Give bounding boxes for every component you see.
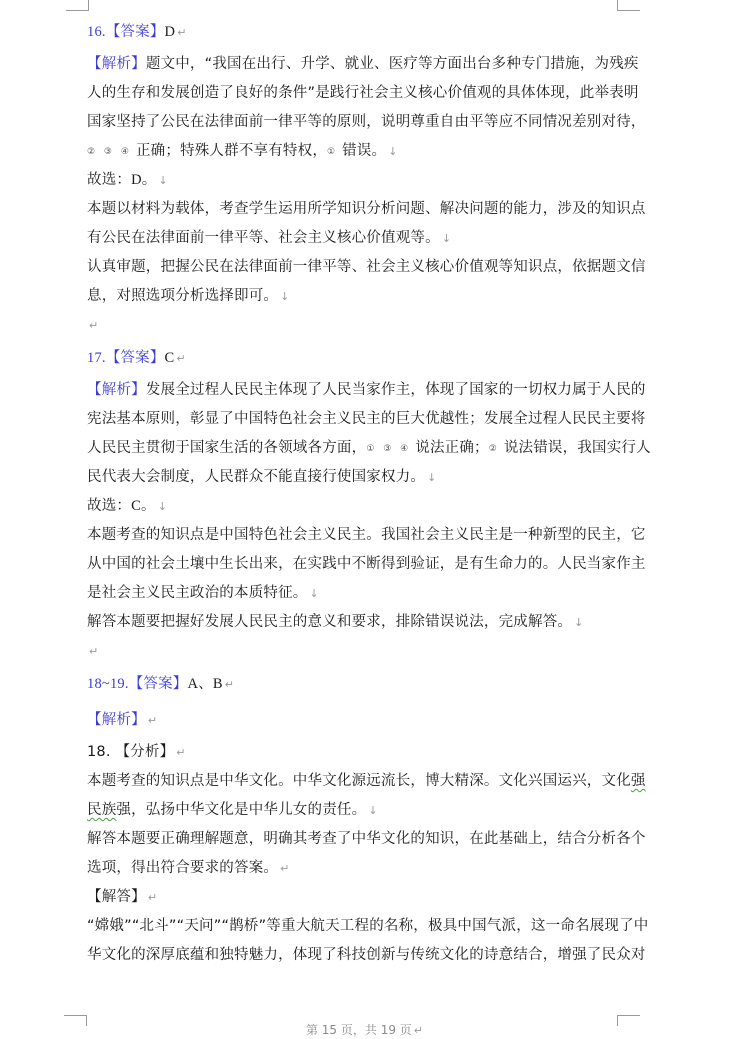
line-break-mark: ↓ (157, 500, 168, 513)
text: 故选： (87, 498, 132, 514)
analysis-tag: 【解析】 (87, 382, 146, 398)
text: 选项，得出符合要求的答案。 (87, 860, 279, 876)
q18-solution-line-1 (87, 912, 649, 941)
text: 解答本题要把握好发展人民民主的意义和要求，排除错误说法，完成解答。 (87, 614, 573, 630)
text: 说法正确； (415, 440, 489, 456)
choice-value: D (131, 172, 142, 188)
paragraph-mark: ↵ (176, 352, 186, 365)
text: 本题考查的知识点是中国特色社会主义民主。我国社会主义民主是一种新型的民主，它 (87, 527, 646, 543)
q16-summary-line-1 (87, 195, 646, 224)
q17-summary-line-4 (87, 608, 617, 637)
sub-heading: 18. 【分析】 (87, 744, 175, 760)
text: 国家坚持了公民在法律面前一律平等的原则，说明尊重自由平等应不同情况差别对待， (87, 114, 646, 130)
q17-summary-line-3 (87, 579, 617, 608)
solution-tag: 【解答】 (87, 889, 146, 905)
line-break-mark: ↓ (158, 174, 168, 187)
q18-solution-heading (87, 883, 617, 912)
line-break-mark: ↓ (427, 471, 437, 484)
q18-analysis-heading (87, 738, 617, 767)
paragraph-mark: ↵ (413, 1024, 424, 1037)
empty-paragraph (87, 637, 617, 666)
analysis-tag: 【解析】 (87, 712, 146, 728)
empty-paragraph (87, 311, 617, 340)
text: 从中国的社会土壤中生长出来，在实践中不断得到验证，是有生命力的。人民当家作主 (87, 556, 646, 572)
text: 发展全过程人民民主体现了人民当家作主，体现了国家的一切权力属于人民的 (145, 382, 646, 398)
q18-analysis-line-4 (87, 854, 617, 883)
text: 华文化的深厚底蕴和独特魅力，体现了科技创新与传统文化的诗意结合，增强了民众对 (87, 947, 646, 963)
q16-choice-line (87, 166, 617, 195)
line-break-mark: ↓ (368, 804, 378, 817)
answer-value: C (164, 350, 175, 366)
text: 人的生存和发展创造了良好的条件”是践行社会主义核心价值观的具体体现，此举表明 (87, 85, 639, 101)
circled-numbers: ① ③ ④ (366, 444, 412, 454)
text: 息，对照选项分析选择即可。 (87, 288, 279, 304)
q17-summary-line-2 (87, 550, 646, 579)
text: 故选： (87, 172, 132, 188)
question-number: 17. (87, 350, 106, 366)
q17-analysis-line-2 (87, 405, 646, 434)
answer-tag: 【答案】 (105, 24, 165, 40)
page-number: 第 15 页，共 19 页 (305, 1023, 412, 1037)
paragraph-mark: ↵ (280, 862, 290, 875)
paragraph-mark: ↵ (224, 678, 235, 691)
circled-numbers: ② (488, 444, 500, 454)
text: 本题考查的知识点是中华文化。中华文化源远流长，博大精深。文化兴国运兴，文化 (87, 773, 631, 789)
text: 错误。 (342, 143, 387, 159)
crop-mark-top-left (66, 0, 89, 11)
q17-summary-line-1 (87, 521, 646, 550)
text: 宪法基本原则，彰显了中国特色社会主义民主的巨大优越性；发展全过程人民民主要将 (87, 411, 646, 427)
q18-analysis-line-3 (87, 825, 646, 854)
answer-value: A、B (187, 676, 223, 692)
q16-summary-line-4 (87, 282, 617, 311)
crop-mark-top-right (617, 0, 640, 11)
q16-analysis-line-4 (87, 137, 617, 166)
line-break-mark: ↓ (309, 587, 319, 600)
document-body (87, 14, 651, 970)
paragraph-mark: ↵ (177, 26, 187, 39)
q16-analysis-line-1 (87, 50, 639, 79)
text: 有公民在法律面前一律平等、社会主义核心价值观等。 (87, 230, 440, 246)
q16-analysis-line-2 (87, 79, 639, 108)
line-break-mark: ↓ (441, 232, 452, 245)
circled-numbers: ① (327, 147, 339, 157)
text: 强，弘扬中华文化是中华儿女的责任。 (116, 802, 367, 818)
text: 。 (140, 498, 156, 514)
paragraph-mark: ↵ (89, 645, 99, 658)
paragraph-mark: ↵ (176, 746, 186, 759)
analysis-tag: 【解析】 (87, 56, 146, 72)
answer-value: D (164, 24, 176, 40)
text: 认真审题，把握公民在法律面前一律平等、社会主义核心价值观等知识点，依据题文信 (87, 259, 646, 275)
q17-answer-line (87, 340, 617, 376)
page-footer (0, 1021, 729, 1038)
q16-analysis-line-3 (87, 108, 646, 137)
q16-summary-line-2 (87, 224, 617, 253)
question-number: 16. (87, 24, 106, 40)
q17-choice-line (87, 492, 617, 521)
line-break-mark: ↓ (280, 290, 290, 303)
paragraph-mark: ↵ (147, 891, 158, 904)
q17-analysis-line-1 (87, 376, 646, 405)
line-break-mark: ↓ (388, 145, 398, 158)
q18-analysis-line-2 (87, 796, 617, 825)
q18-19-answer-line (87, 666, 617, 702)
answer-tag: 【答案】 (128, 676, 188, 692)
choice-value: C (131, 498, 141, 514)
q17-analysis-line-4 (87, 463, 617, 492)
grammar-flagged-text: 强 (630, 773, 646, 789)
line-break-mark: ↓ (574, 616, 584, 629)
q18-solution-line-2 (87, 941, 646, 970)
text: 本题以材料为载体，考查学生运用所学知识分析问题、解决问题的能力，涉及的知识点 (87, 201, 646, 217)
paragraph-mark: ↵ (89, 319, 99, 332)
text: 是社会主义民主政治的本质特征。 (87, 585, 308, 601)
text: 人民民主贯彻于国家生活的各领域各方面， (87, 440, 367, 456)
text: 说法错误，我国实行人 (503, 440, 651, 456)
text: 解答本题要正确理解题意，明确其考查了中华文化的知识，在此基础上，结合分析各个 (87, 831, 646, 847)
text: 正确；特殊人群不享有特权， (135, 143, 328, 159)
q16-summary-line-3 (87, 253, 646, 282)
text: 民代表大会制度，人民群众不能直接行使国家权力。 (87, 469, 426, 485)
question-number: 18~19. (87, 676, 129, 692)
q18-19-analysis-tag-line (87, 702, 617, 738)
q16-answer-line (87, 14, 617, 50)
circled-numbers: ② ③ ④ (87, 147, 132, 157)
text: “嫦娥”“北斗”“天问”“鹊桥”等重大航天工程的名称，极具中国气派，这一命名展现了中 (87, 918, 649, 934)
answer-tag: 【答案】 (105, 350, 165, 366)
text: 题文中，“我国在出行、升学、就业、医疗等方面出台多种专门措施，为残疾 (145, 56, 639, 72)
text: 。 (141, 172, 157, 188)
q17-analysis-line-3 (87, 434, 651, 463)
grammar-flagged-text: 民族 (87, 802, 117, 818)
q18-analysis-line-1 (87, 767, 646, 796)
paragraph-mark: ↵ (147, 714, 158, 727)
